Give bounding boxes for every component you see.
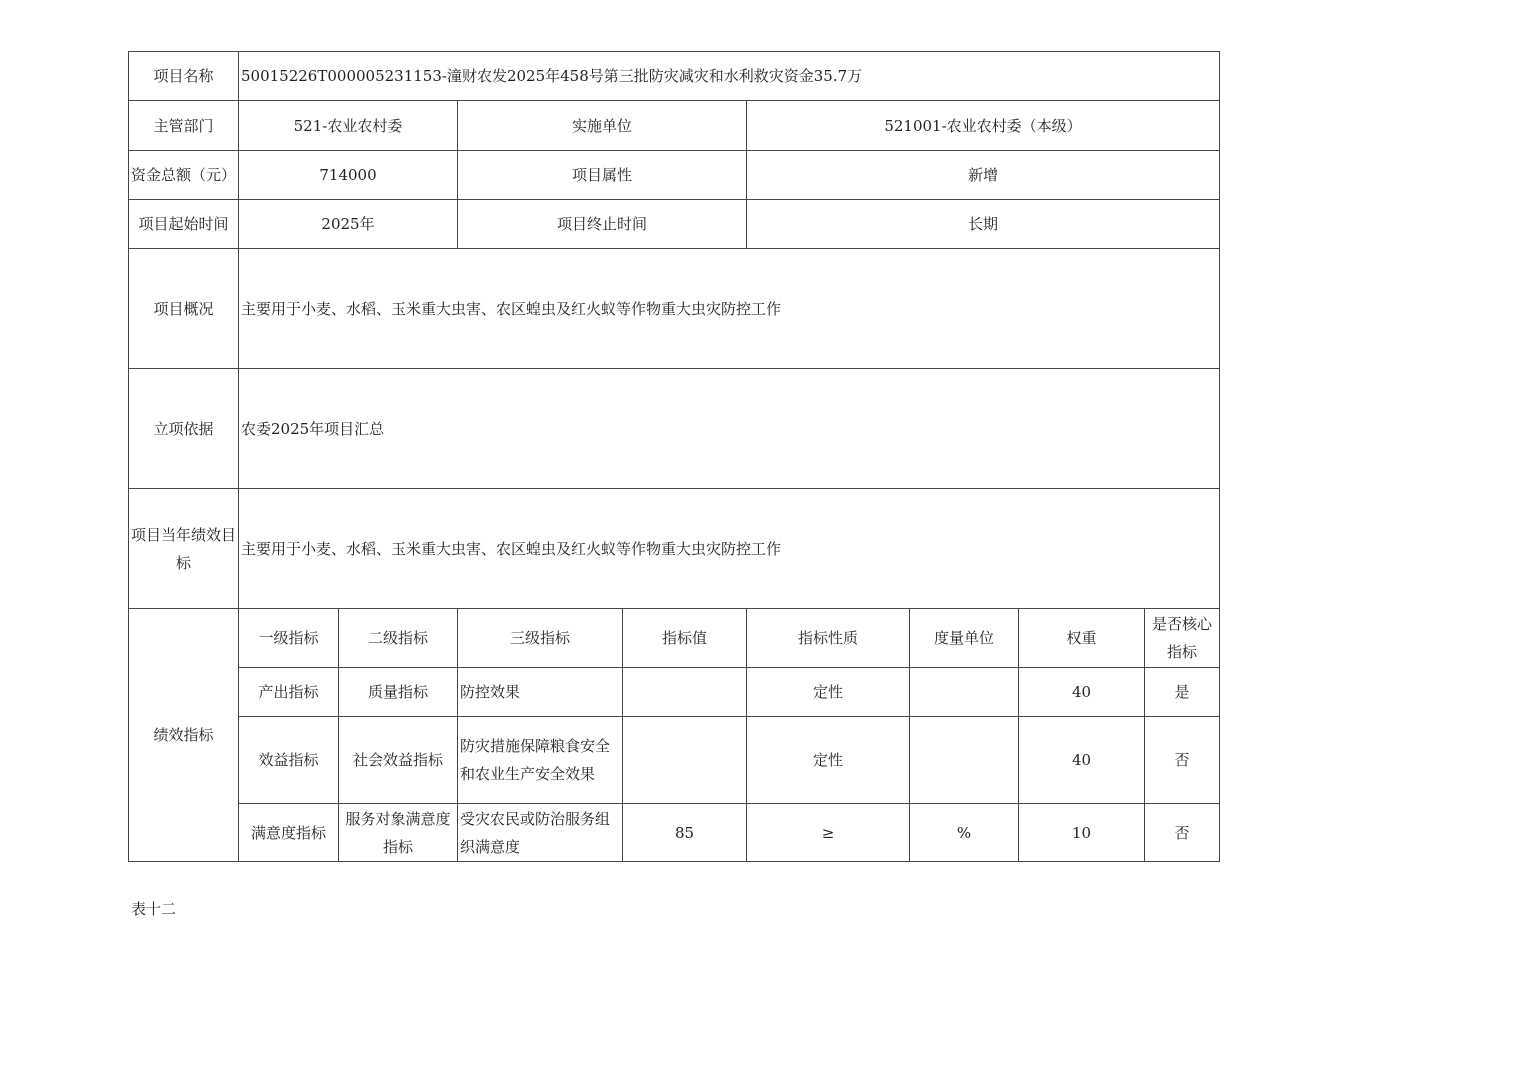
dept-label: 主管部门 [129, 101, 239, 151]
cell-weight: 10 [1019, 804, 1145, 862]
row-overview [129, 249, 1220, 369]
indicators-section-label: 绩效指标 [129, 609, 239, 862]
cell-core: 是 [1145, 668, 1220, 717]
indicator-row [129, 668, 1220, 717]
cell-nature: 定性 [747, 717, 910, 804]
cell-core: 否 [1145, 717, 1220, 804]
cell-core: 否 [1145, 804, 1220, 862]
project-name-value: 50015226T000005231153-潼财农发2025年458号第三批防灾减灾和水利救灾资金35.7万 [239, 52, 1220, 101]
cell-level1: 效益指标 [239, 717, 339, 804]
header-level3: 三级指标 [458, 609, 623, 668]
header-nature: 指标性质 [747, 609, 910, 668]
dept-value: 521-农业农村委 [239, 101, 458, 151]
row-project-name [129, 52, 1220, 101]
goal-value: 主要用于小麦、水稻、玉米重大虫害、农区蝗虫及红火蚁等作物重大虫灾防控工作 [239, 489, 1220, 609]
cell-unit [910, 668, 1019, 717]
row-period [129, 200, 1220, 249]
cell-level3: 防控效果 [458, 668, 623, 717]
table-number-label: 表十二 [131, 900, 177, 918]
header-core: 是否核心指标 [1145, 609, 1220, 668]
indicator-row [129, 804, 1220, 862]
indicator-row [129, 717, 1220, 804]
total-funds-label: 资金总额（元） [129, 151, 239, 200]
project-name-label: 项目名称 [129, 52, 239, 101]
cell-weight: 40 [1019, 717, 1145, 804]
header-level2: 二级指标 [339, 609, 458, 668]
row-basis [129, 369, 1220, 489]
cell-level1: 产出指标 [239, 668, 339, 717]
cell-unit [910, 717, 1019, 804]
row-funds [129, 151, 1220, 200]
header-level1: 一级指标 [239, 609, 339, 668]
cell-level3: 受灾农民或防治服务组织满意度 [458, 804, 623, 862]
end-value: 长期 [747, 200, 1220, 249]
cell-nature: ≥ [747, 804, 910, 862]
indicator-header-row [129, 609, 1220, 668]
header-value: 指标值 [623, 609, 747, 668]
header-weight: 权重 [1019, 609, 1145, 668]
basis-label: 立项依据 [129, 369, 239, 489]
row-department [129, 101, 1220, 151]
cell-unit: % [910, 804, 1019, 862]
end-label: 项目终止时间 [458, 200, 747, 249]
impl-unit-label: 实施单位 [458, 101, 747, 151]
header-unit: 度量单位 [910, 609, 1019, 668]
row-goal [129, 489, 1220, 609]
attribute-label: 项目属性 [458, 151, 747, 200]
cell-nature: 定性 [747, 668, 910, 717]
basis-value: 农委2025年项目汇总 [239, 369, 1220, 489]
cell-level2: 社会效益指标 [339, 717, 458, 804]
project-performance-table [128, 51, 1220, 862]
attribute-value: 新增 [747, 151, 1220, 200]
overview-label: 项目概况 [129, 249, 239, 369]
start-label: 项目起始时间 [129, 200, 239, 249]
total-funds-value: 714000 [239, 151, 458, 200]
overview-value: 主要用于小麦、水稻、玉米重大虫害、农区蝗虫及红火蚁等作物重大虫灾防控工作 [239, 249, 1220, 369]
goal-label: 项目当年绩效目标 [129, 489, 239, 609]
start-value: 2025年 [239, 200, 458, 249]
cell-weight: 40 [1019, 668, 1145, 717]
cell-level3: 防灾措施保障粮食安全和农业生产安全效果 [458, 717, 623, 804]
impl-unit-value: 521001-农业农村委（本级） [747, 101, 1220, 151]
cell-level2: 服务对象满意度指标 [339, 804, 458, 862]
cell-value: 85 [623, 804, 747, 862]
cell-value [623, 717, 747, 804]
cell-level1: 满意度指标 [239, 804, 339, 862]
cell-level2: 质量指标 [339, 668, 458, 717]
cell-value [623, 668, 747, 717]
